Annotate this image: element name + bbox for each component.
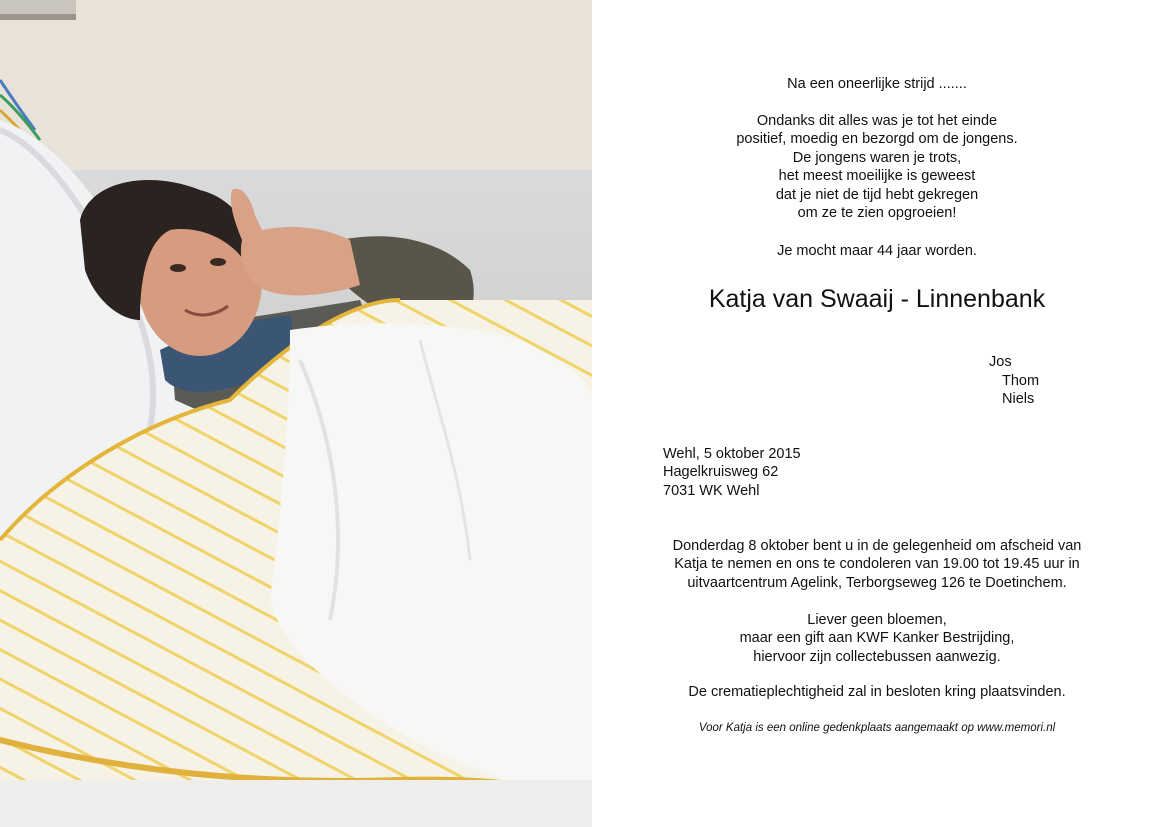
- poem-line: dat je niet de tijd hebt gekregen: [775, 186, 979, 203]
- online-memorial-note: Voor Katja is een online gedenkplaats aangemaakt op www.memori.nl: [698, 722, 1056, 734]
- flowers-line: hiervoor zijn collectebussen aanwezig.: [753, 648, 1001, 665]
- flowers-line: Liever geen bloemen,: [807, 612, 947, 628]
- address-line: Wehl, 5 oktober 2015: [663, 446, 801, 462]
- deceased-name: Katja van Swaaij - Linnenbank: [708, 285, 1046, 313]
- family-member: Niels: [1002, 391, 1035, 407]
- condolence-line: Donderdag 8 oktober bent u in de gelegenheid om afscheid van: [672, 538, 1082, 554]
- condolence-line: Katja te nemen en ons te condoleren van 19.00 tot 19.45 uur in: [674, 556, 1080, 573]
- condolence-line: uitvaartcentrum Agelink, Terborgseweg 126 te Doetinchem.: [687, 574, 1067, 591]
- poem-line: om ze te zien opgroeien!: [797, 205, 957, 221]
- address-line: 7031 WK Wehl: [663, 482, 760, 499]
- family-member: Thom: [1002, 373, 1040, 389]
- poem-line: positief, moedig en bezorgd om de jongens.: [736, 131, 1018, 148]
- age-line: Je mocht maar 44 jaar worden.: [777, 243, 977, 259]
- poem-line: het meest moeilijke is geweest: [778, 168, 976, 185]
- obituary-text-panel: [592, 0, 1169, 827]
- intro-line: Na een oneerlijke strijd .......: [787, 76, 967, 92]
- poem-line: Ondanks dit alles was je tot het einde: [756, 113, 998, 129]
- flowers-line: maar een gift aan KWF Kanker Bestrijding,: [739, 630, 1015, 647]
- family-member: Jos: [989, 354, 1012, 370]
- poem-line: De jongens waren je trots,: [792, 149, 962, 166]
- address-line: Hagelkruisweg 62: [663, 464, 779, 481]
- cremation-line: De crematieplechtigheid zal in besloten kring plaatsvinden.: [688, 684, 1066, 700]
